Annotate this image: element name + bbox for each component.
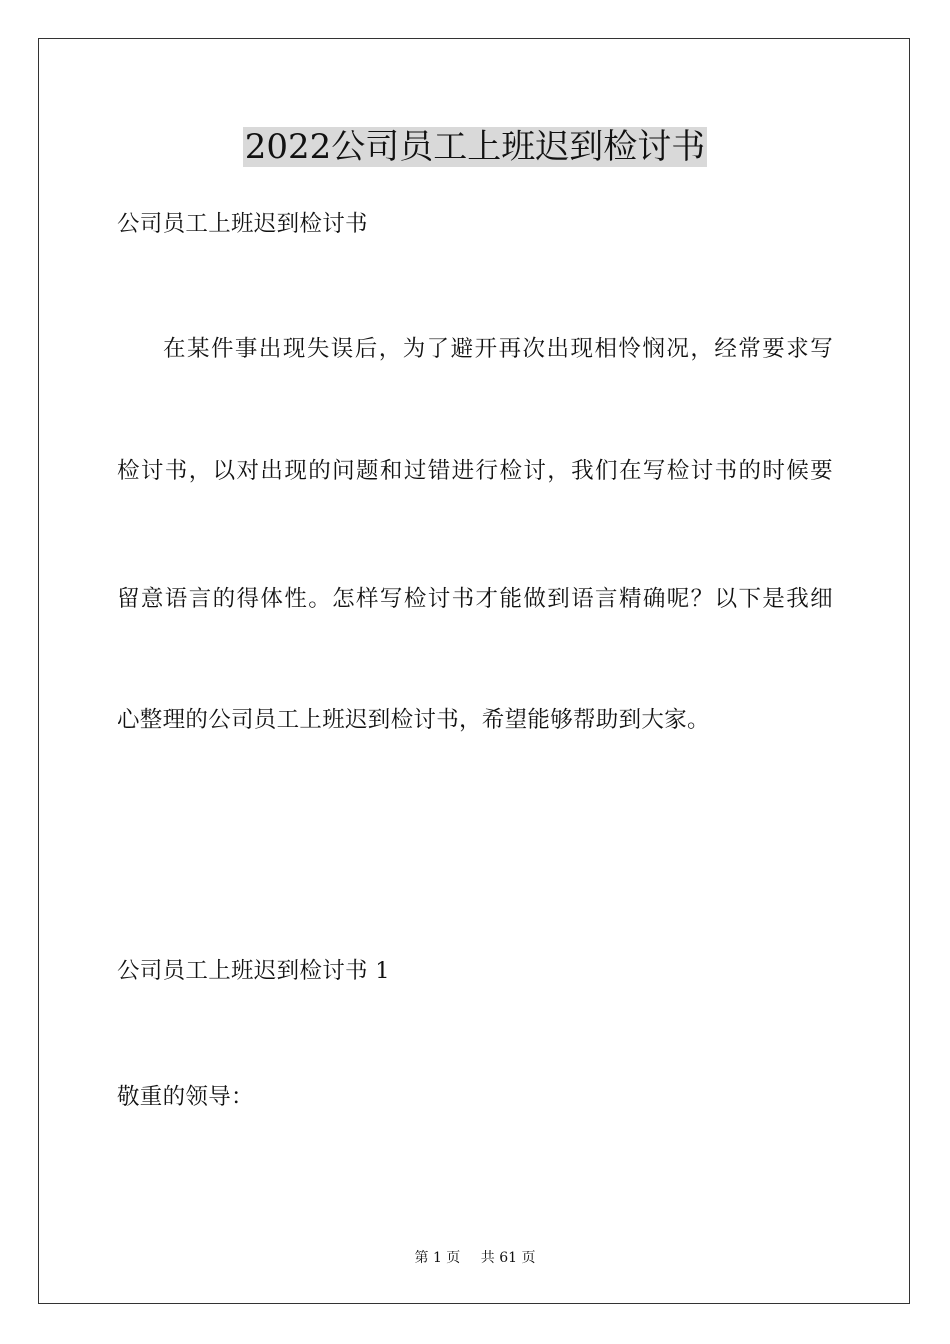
paragraph-line-1: 在某件事出现失误后，为了避开再次出现相怜悯况，经常要求写 xyxy=(163,336,833,362)
paragraph-line-2: 检讨书，以对出现的问题和过错进行检讨，我们在写检讨书的时候要 xyxy=(117,458,833,484)
document-subtitle: 公司员工上班迟到检讨书 xyxy=(117,211,368,237)
page-total: 共 61 页 xyxy=(480,1250,536,1266)
section-heading: 公司员工上班迟到检讨书 1 xyxy=(117,958,390,984)
page-number: 第 1 页 xyxy=(414,1250,461,1266)
paragraph-line-4: 心整理的公司员工上班迟到检讨书，希望能够帮助到大家。 xyxy=(117,707,710,733)
document-title-text: 2022公司员工上班迟到检讨书 xyxy=(244,127,706,167)
salutation: 敬重的领导： xyxy=(117,1084,254,1110)
paragraph-line-3: 留意语言的得体性。怎样写检讨书才能做到语言精确呢？以下是我细 xyxy=(117,586,833,612)
document-title xyxy=(0,124,950,170)
page-footer xyxy=(0,1248,950,1268)
